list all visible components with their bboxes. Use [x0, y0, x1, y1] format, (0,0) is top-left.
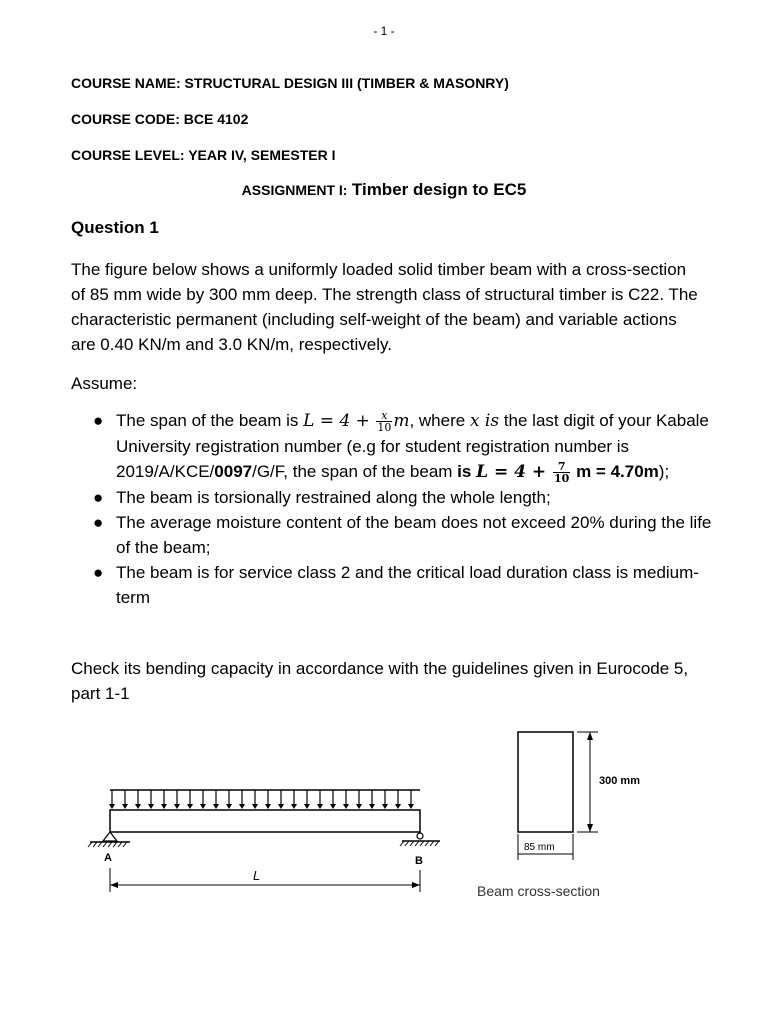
example-fraction-num: 7: [553, 461, 570, 473]
span-formula-unit: m: [393, 411, 410, 431]
support-b-label: B: [415, 855, 423, 867]
question-title: Question 1: [71, 218, 159, 237]
cross-section-rect: [518, 732, 573, 832]
bullet1-text-d: /G/F, the span of the beam: [252, 462, 458, 481]
registration-digits: 0097: [214, 462, 253, 481]
span-fraction-num: x: [376, 410, 392, 422]
example-fraction: [553, 461, 570, 484]
bullet1-text-e: );: [658, 462, 670, 481]
support-b-roller: [417, 833, 423, 839]
bullet1-text-c: the last digit of your Kabale University registration number (e.g for student registration number is 2019/A/KCE/: [116, 411, 709, 481]
bullet4-text: The beam is for service class 2 and the critical load duration class is medium-term: [116, 563, 699, 607]
bullet1-text-b: , where: [409, 411, 470, 430]
bullet1-bold-is: is: [457, 462, 477, 481]
course-name: COURSE NAME: STRUCTURAL DESIGN III (TIMBER & MASONRY): [71, 75, 509, 91]
depth-arrow-top: [587, 732, 593, 740]
span-fraction-den: 10: [377, 421, 392, 435]
span-arrow-right: [412, 882, 420, 888]
assignment-title: Timber design to EC5: [351, 180, 527, 199]
course-level: COURSE LEVEL: YEAR IV, SEMESTER I: [71, 147, 336, 163]
span-label: L: [253, 868, 261, 883]
bullet-icon: ●: [93, 411, 104, 430]
depth-arrow-bottom: [587, 824, 593, 832]
bullet-icon: ●: [93, 488, 104, 507]
assumption-item-torsion: [93, 485, 713, 510]
assumption-item-service-class: [93, 560, 713, 610]
example-formula-lhs: L = 4 +: [476, 462, 553, 482]
page-number: - 1 -: [373, 24, 395, 38]
assumption-item-moisture: [93, 510, 713, 560]
assumption-list: [93, 408, 713, 610]
span-arrow-left: [110, 882, 118, 888]
section-caption: Beam cross-section: [477, 883, 600, 899]
beam-figure: [0, 720, 768, 920]
question-intro: The figure below shows a uniformly loaded solid timber beam with a cross-section of 85 mm wide by 300 mm deep. The strength class of structural timber is C22. The characteristic permanent (including self-weight of the beam) and variable actions are 0.40 KN/m and 3.0 KN/m, respectively.: [71, 260, 698, 354]
course-code: COURSE CODE: BCE 4102: [71, 111, 249, 127]
support-a-label: A: [104, 852, 112, 864]
support-a-pin: [103, 832, 117, 841]
bullet-icon: ●: [93, 563, 104, 582]
assumption-item-span: [93, 408, 713, 485]
example-fraction-den: 10: [554, 472, 570, 486]
depth-label: 300 mm: [599, 775, 640, 787]
bullet1-text-a: The span of the beam is: [116, 411, 304, 430]
bullet2-text: The beam is torsionally restrained along the whole length;: [116, 488, 551, 507]
variable-phrase: x is: [469, 411, 500, 431]
width-label: 85 mm: [524, 842, 555, 853]
closing-instruction: Check its bending capacity in accordance with the guidelines given in Eurocode 5, part 1-1: [71, 659, 689, 703]
example-result: m = 4.70m: [576, 462, 659, 481]
udl-arrows: [112, 790, 411, 808]
span-formula-lhs: L = 4 +: [303, 411, 376, 431]
assume-label: Assume:: [71, 374, 138, 393]
beam-body: [110, 810, 420, 832]
assignment-label: ASSIGNMENT I:: [241, 182, 348, 198]
assignment-heading: [0, 180, 768, 200]
udl-arrowheads: [109, 804, 414, 809]
bullet3-text: The average moisture content of the beam does not exceed 20% during the life of the beam;: [116, 513, 712, 557]
span-fraction: [376, 410, 392, 433]
bullet-icon: ●: [93, 513, 104, 532]
